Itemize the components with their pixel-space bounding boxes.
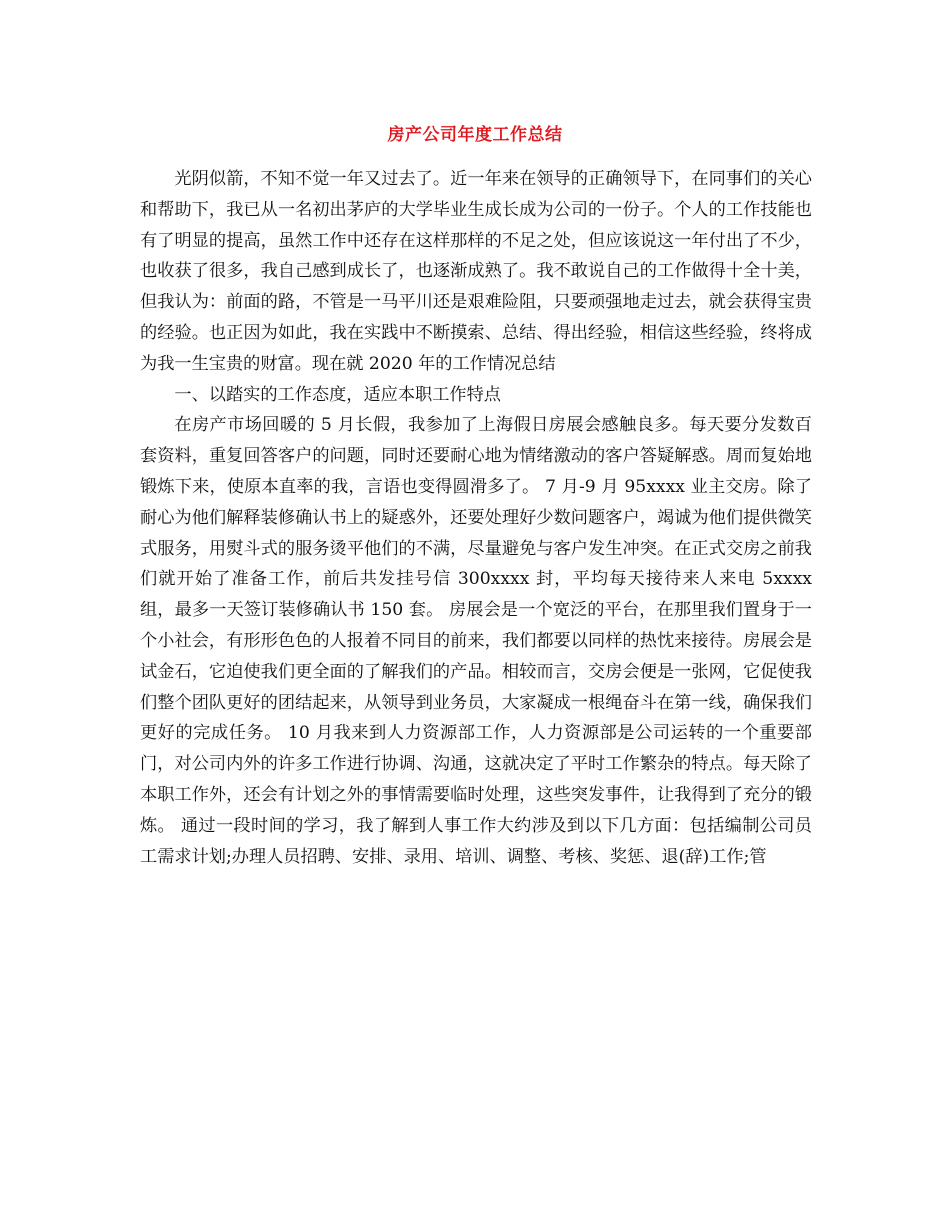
- section-heading: 一、以踏实的工作态度，适应本职工作特点: [174, 384, 501, 405]
- paragraph-intro: 光阴似箭，不知不觉一年又过去了。近一年来在领导的正确领导下，在同事们的关心和帮助下，我已从一名初出茅庐的大学毕业生成长成为公司的一份子。个人的工作技能也有了明显的提高，虽然工作中还存在这样那样的不足之处，但应该说这一年付出了不少，也收获了很多，我自己感到成长了，也逐渐成熟了。我不敢说自己的工作做得十全十美，但我认为：前面的路，不管是一马平川还是艰难险阻，只要顽强地走过去，就会获得宝贵的经验。也正因为如此，我在实践中不断摸索、总结、得出经验，相信这些经验，终将成为我一生宝贵的财富。现在就 2020 年的工作情况总结: [140, 169, 812, 374]
- paragraph-section-1: 在房产市场回暖的 5 月长假，我参加了上海假日房展会感触良多。每天要分发数百套资料，重复回答客户的问题，同时还要耐心地为情绪激动的客户答疑解惑。周而复始地锻炼下来，使原本直率的我，言语也变得圆滑多了。 7 月-9 月 95xxxx 业主交房。除了耐心为他们解释装修确认书上的疑惑外，还要处理好少数问题客户，竭诚为他们提供微笑式服务，用熨斗式的服务烫平他们的不满，尽量避免与客户发生冲突。在正式交房之前我们就开始了准备工作，前后共发挂号信 300xxxx 封，平均每天接待来人来电 5xxxx 组，最多一天签订装修确认书 150 套。 房展会是一个宽泛的平台，在那里我们置身于一个小社会，有形形色色的人报着不同目的前来，我们都要以同样的热忱来接待。房展会是试金石，它迫使我们更全面的了解我们的产品。相较而言，交房会便是一张网，它促使我们整个团队更好的团结起来，从领导到业务员，大家凝成一根绳奋斗在第一线，确保我们更好的完成任务。 10 月我来到人力资源部工作，人力资源部是公司运转的一个重要部门，对公司内外的许多工作进行协调、沟通，这就决定了平时工作繁杂的特点。每天除了本职工作外，还会有计划之外的事情需要临时处理，这些突发事件，让我得到了充分的锻炼。 通过一段时间的学习，我了解到人事工作大约涉及到以下几方面：包括编制公司员工需求计划;办理人员招聘、安排、录用、培训、调整、考核、奖惩、退(辞)工作;管: [140, 415, 812, 867]
- document-body: [140, 164, 812, 872]
- document-title: 房产公司年度工作总结: [387, 125, 563, 145]
